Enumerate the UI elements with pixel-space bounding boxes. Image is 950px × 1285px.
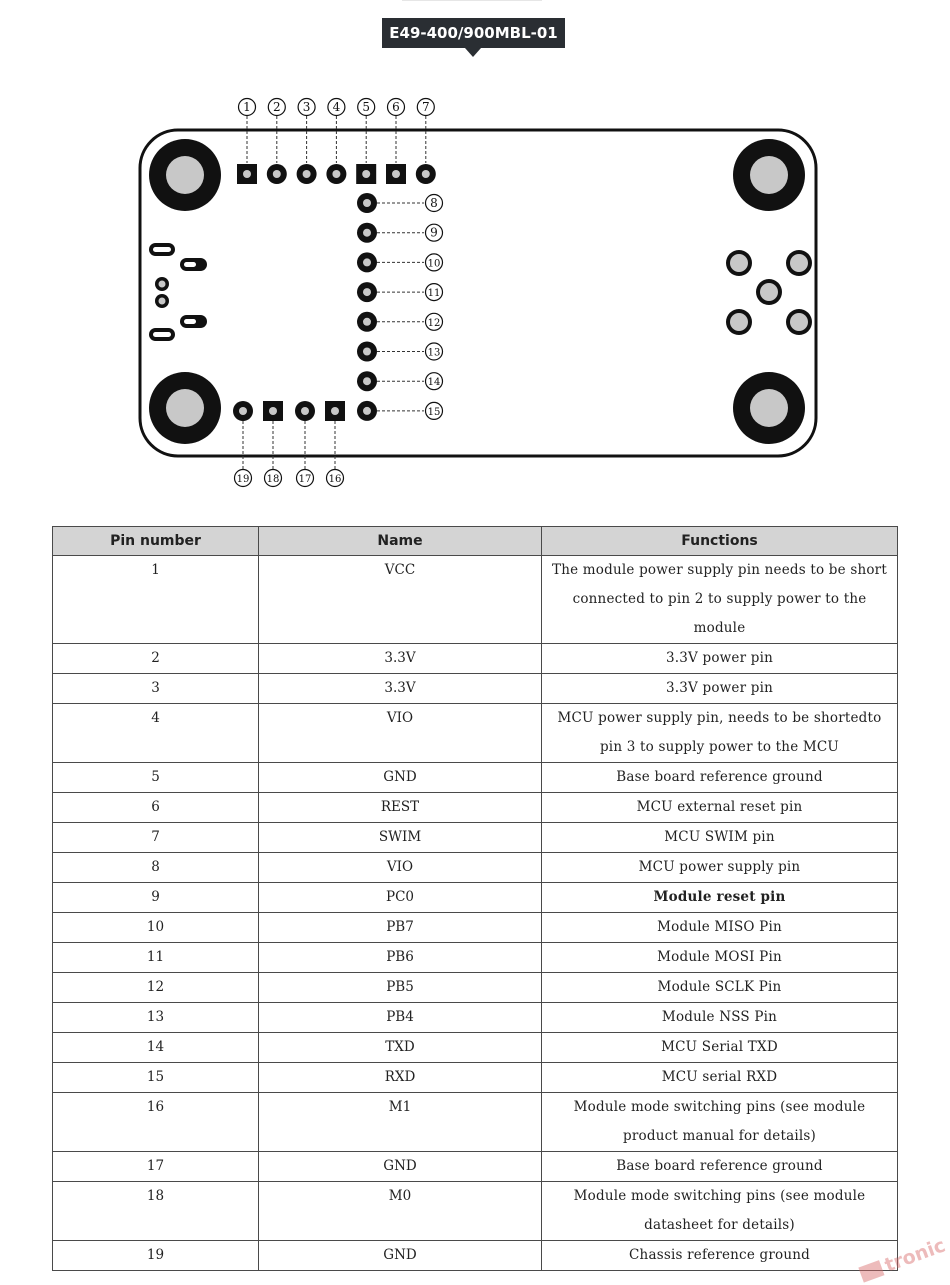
mounting-hole-top-left xyxy=(149,139,221,211)
pin-number-cell: 10 xyxy=(53,913,259,943)
table-row xyxy=(53,1003,898,1033)
table-row xyxy=(53,943,898,973)
pin-number-text: 19 xyxy=(236,474,250,485)
pin-number-text: 18 xyxy=(266,474,280,485)
pin-name-cell: M1 xyxy=(259,1093,542,1152)
table-row xyxy=(53,1093,898,1152)
pin-name-cell: REST xyxy=(259,793,542,823)
header-pin-number: Pin number xyxy=(53,527,259,556)
pin-number-cell: 18 xyxy=(53,1182,259,1241)
pin-label-19 xyxy=(235,470,252,487)
pin-function-cell: Module reset pin xyxy=(542,883,898,913)
pin-name-cell: RXD xyxy=(259,1063,542,1093)
pin-name-cell: 3.3V xyxy=(259,674,542,704)
pin-pad-6 xyxy=(386,164,406,184)
pin-number-text: 7 xyxy=(421,100,430,114)
pin-number-cell: 1 xyxy=(53,556,259,644)
pin-number-text: 16 xyxy=(328,474,342,485)
pin-function-cell: 3.3V power pin xyxy=(542,644,898,674)
table-row xyxy=(53,1033,898,1063)
pin-function-cell: Module SCLK Pin xyxy=(542,973,898,1003)
pin-function-cell: MCU external reset pin xyxy=(542,793,898,823)
pin-label-12 xyxy=(426,313,443,330)
pin-pad-7 xyxy=(416,164,436,184)
table-row xyxy=(53,704,898,763)
pin-label-2 xyxy=(268,99,285,116)
pin-label-4 xyxy=(328,99,345,116)
pin-pad-12 xyxy=(357,312,377,332)
pin-number-cell: 7 xyxy=(53,823,259,853)
mounting-hole-bottom-left xyxy=(149,372,221,444)
pin-pad-4 xyxy=(326,164,346,184)
pin-number-text: 15 xyxy=(427,406,441,418)
pin-name-cell: M0 xyxy=(259,1182,542,1241)
pin-number-text: 6 xyxy=(392,100,400,114)
model-title: E49-400/900MBL-01 xyxy=(389,24,558,42)
table-row xyxy=(53,763,898,793)
pin-function-cell: Module mode switching pins (see module datasheet for details) xyxy=(542,1182,898,1241)
mounting-hole-bottom-right xyxy=(733,372,805,444)
pin-function-cell: Chassis reference ground xyxy=(542,1241,898,1271)
pin-name-cell: VCC xyxy=(259,556,542,644)
pin-number-cell: 6 xyxy=(53,793,259,823)
pin-function-cell: The module power supply pin needs to be short connected to pin 2 to supply power to the module xyxy=(542,556,898,644)
pin-number-cell: 5 xyxy=(53,763,259,793)
pin-number-text: 4 xyxy=(332,100,341,114)
pin-number-text: 14 xyxy=(427,377,441,389)
pin-name-cell: GND xyxy=(259,1241,542,1271)
pin-pad-17 xyxy=(295,401,315,421)
pin-label-6 xyxy=(388,99,405,116)
pinout-diagram xyxy=(0,0,950,500)
pin-number-cell: 15 xyxy=(53,1063,259,1093)
pin-function-cell: Module MOSI Pin xyxy=(542,943,898,973)
table-row xyxy=(53,1152,898,1182)
table-row xyxy=(53,1241,898,1271)
pin-name-cell: PB7 xyxy=(259,913,542,943)
pin-pad-19 xyxy=(233,401,253,421)
watermark-text: tronic xyxy=(881,1234,949,1277)
pin-number-cell: 12 xyxy=(53,973,259,1003)
pin-pad-8 xyxy=(357,193,377,213)
pin-number-text: 1 xyxy=(243,100,251,114)
pin-function-cell: MCU power supply pin, needs to be shortedto pin 3 to supply power to the MCU xyxy=(542,704,898,763)
pin-label-17 xyxy=(297,470,314,487)
pin-number-text: 10 xyxy=(427,258,441,270)
pin-number-cell: 16 xyxy=(53,1093,259,1152)
pin-pad-5 xyxy=(356,164,376,184)
pin-table xyxy=(52,526,898,1271)
pin-pad-15 xyxy=(357,401,377,421)
pin-name-cell: GND xyxy=(259,1152,542,1182)
pin-name-cell: 3.3V xyxy=(259,644,542,674)
pin-pad-13 xyxy=(357,342,377,362)
pin-label-7 xyxy=(417,99,434,116)
pin-function-cell: Base board reference ground xyxy=(542,763,898,793)
pin-name-cell: PB6 xyxy=(259,943,542,973)
pin-pad-1 xyxy=(237,164,257,184)
pin-name-cell: VIO xyxy=(259,704,542,763)
table-header-row xyxy=(53,527,898,556)
pin-number-cell: 3 xyxy=(53,674,259,704)
table-row xyxy=(53,793,898,823)
table-row xyxy=(53,883,898,913)
pin-number-cell: 11 xyxy=(53,943,259,973)
table-row xyxy=(53,1063,898,1093)
header-functions: Functions xyxy=(542,527,898,556)
pin-label-18 xyxy=(265,470,282,487)
table-row xyxy=(53,823,898,853)
pin-function-cell: Module mode switching pins (see module product manual for details) xyxy=(542,1093,898,1152)
pin-name-cell: PB5 xyxy=(259,973,542,1003)
table-row xyxy=(53,973,898,1003)
pin-label-15 xyxy=(426,402,443,419)
pin-number-cell: 9 xyxy=(53,883,259,913)
pin-pad-2 xyxy=(267,164,287,184)
pin-pad-16 xyxy=(325,401,345,421)
table-row xyxy=(53,674,898,704)
pin-number-text: 2 xyxy=(272,100,281,114)
pin-number-text: 8 xyxy=(430,196,438,210)
pin-number-cell: 2 xyxy=(53,644,259,674)
pin-label-13 xyxy=(426,343,443,360)
pin-function-cell: Module NSS Pin xyxy=(542,1003,898,1033)
pin-number-cell: 19 xyxy=(53,1241,259,1271)
pin-label-8 xyxy=(426,195,443,212)
pin-pad-11 xyxy=(357,282,377,302)
pin-label-10 xyxy=(426,254,443,271)
pin-number-text: 17 xyxy=(298,474,312,485)
pin-number-text: 9 xyxy=(430,225,438,240)
pin-name-cell: GND xyxy=(259,763,542,793)
pin-pad-14 xyxy=(357,371,377,391)
pin-number-cell: 17 xyxy=(53,1152,259,1182)
pin-function-cell: Module MISO Pin xyxy=(542,913,898,943)
header-name: Name xyxy=(259,527,542,556)
pin-pad-9 xyxy=(357,223,377,243)
pin-name-cell: PB4 xyxy=(259,1003,542,1033)
pin-pad-3 xyxy=(297,164,317,184)
pin-label-11 xyxy=(426,284,443,301)
pin-function-cell: MCU Serial TXD xyxy=(542,1033,898,1063)
pin-name-cell: TXD xyxy=(259,1033,542,1063)
pin-name-cell: SWIM xyxy=(259,823,542,853)
pin-number-text: 13 xyxy=(427,347,441,359)
pin-number-cell: 13 xyxy=(53,1003,259,1033)
pin-label-14 xyxy=(426,373,443,390)
pin-number-cell: 14 xyxy=(53,1033,259,1063)
table-row xyxy=(53,853,898,883)
pin-number-cell: 4 xyxy=(53,704,259,763)
pin-number-text: 3 xyxy=(302,100,311,114)
pin-function-cell: MCU serial RXD xyxy=(542,1063,898,1093)
pin-function-cell: 3.3V power pin xyxy=(542,674,898,704)
pin-label-5 xyxy=(358,99,375,116)
pin-pad-10 xyxy=(357,252,377,272)
mounting-hole-top-right xyxy=(733,139,805,211)
pin-label-1 xyxy=(239,99,256,116)
table-row xyxy=(53,556,898,644)
pin-number-cell: 8 xyxy=(53,853,259,883)
table-row xyxy=(53,644,898,674)
table-row xyxy=(53,1182,898,1241)
pin-name-cell: VIO xyxy=(259,853,542,883)
pin-function-cell: MCU SWIM pin xyxy=(542,823,898,853)
pin-number-text: 12 xyxy=(427,317,441,329)
pin-pad-18 xyxy=(263,401,283,421)
pin-number-text: 5 xyxy=(362,100,371,114)
pin-function-cell: Base board reference ground xyxy=(542,1152,898,1182)
pin-label-16 xyxy=(327,470,344,487)
watermark-logo xyxy=(855,1228,950,1285)
pin-function-cell: MCU power supply pin xyxy=(542,853,898,883)
pin-number-text: 11 xyxy=(427,288,441,300)
pin-name-cell: PC0 xyxy=(259,883,542,913)
table-row xyxy=(53,913,898,943)
pin-label-9 xyxy=(426,224,443,241)
pin-label-3 xyxy=(298,99,315,116)
